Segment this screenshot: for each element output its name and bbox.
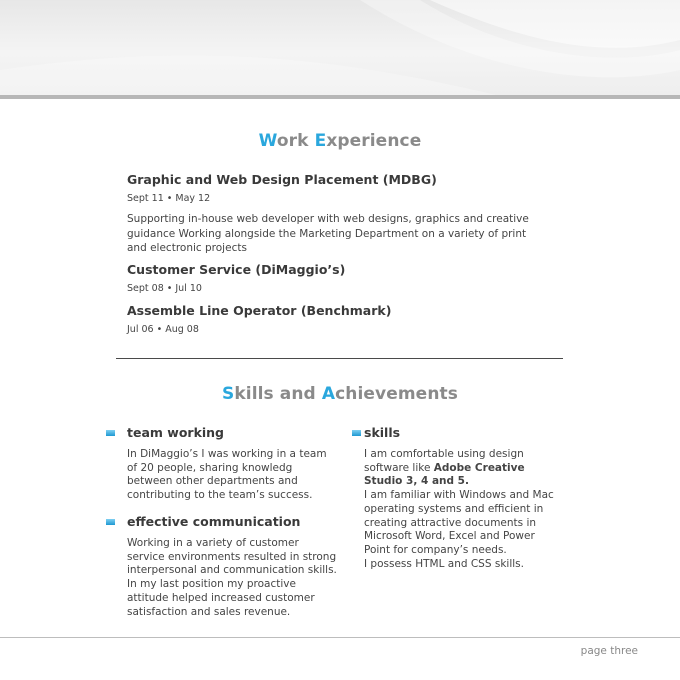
section-divider (116, 358, 563, 359)
skill-item (127, 425, 327, 503)
skill-item (364, 425, 556, 571)
title-text: ork (276, 131, 315, 151)
job-entry (127, 303, 547, 336)
skills-achievements-title (0, 384, 680, 404)
title-initial: A (321, 384, 336, 404)
title-text: kills and (234, 384, 322, 404)
skill-text: Working in a variety of customer service environments resulted in strong interpersonal and communication skills. In my last position my proactive attitude helped increased customer satisfaction and sales revenue. (127, 537, 337, 618)
footer-rule (0, 637, 680, 638)
skill-heading: team working (127, 425, 225, 440)
square-bullet-icon (352, 430, 361, 436)
job-dates: Jul 06 • Aug 08 (127, 324, 199, 335)
skill-heading: skills (364, 425, 401, 440)
skill-text-part: I am familiar with Windows and Mac operating systems and efficient in creating attractive documents in Microsoft Word, Excel and Power Point for company’s needs. (364, 489, 554, 556)
square-bullet-icon (106, 519, 115, 525)
skill-text-bold: Adobe Creative Studio 3, 4 and 5. (364, 461, 525, 488)
title-text: xperience (326, 131, 422, 151)
job-entry (127, 262, 547, 295)
job-title: Customer Service (DiMaggio’s) (127, 262, 346, 277)
skill-item (127, 514, 337, 619)
skill-text-part: I possess HTML and CSS skills. (364, 557, 524, 570)
job-description: Supporting in-house web developer with web designs, graphics and creative guidance Working alongside the Marketing Department on a variety of print and electronic projects (127, 213, 529, 254)
job-dates: Sept 11 • May 12 (127, 193, 211, 204)
job-title: Graphic and Web Design Placement (MDBG) (127, 172, 437, 187)
square-bullet-icon (106, 430, 115, 436)
skill-text-part: I am comfortable using design software like (364, 448, 524, 474)
skill-text: In DiMaggio’s I was working in a team of 20 people, sharing knowledg between other departments and contributing to the team’s success. (127, 448, 327, 502)
header-rule (0, 95, 680, 99)
job-title: Assemble Line Operator (Benchmark) (127, 303, 392, 318)
header-swoosh-decoration (0, 0, 680, 96)
title-initial: S (222, 384, 235, 404)
skill-heading: effective communication (127, 514, 301, 529)
title-initial: W (258, 131, 277, 151)
title-text: chievements (335, 384, 458, 404)
job-dates: Sept 08 • Jul 10 (127, 283, 202, 294)
title-initial: E (314, 131, 327, 151)
work-experience-title (0, 131, 680, 151)
job-entry (127, 172, 547, 256)
page-number: page three (580, 645, 638, 657)
header-band (0, 0, 680, 96)
skill-text (364, 448, 556, 571)
